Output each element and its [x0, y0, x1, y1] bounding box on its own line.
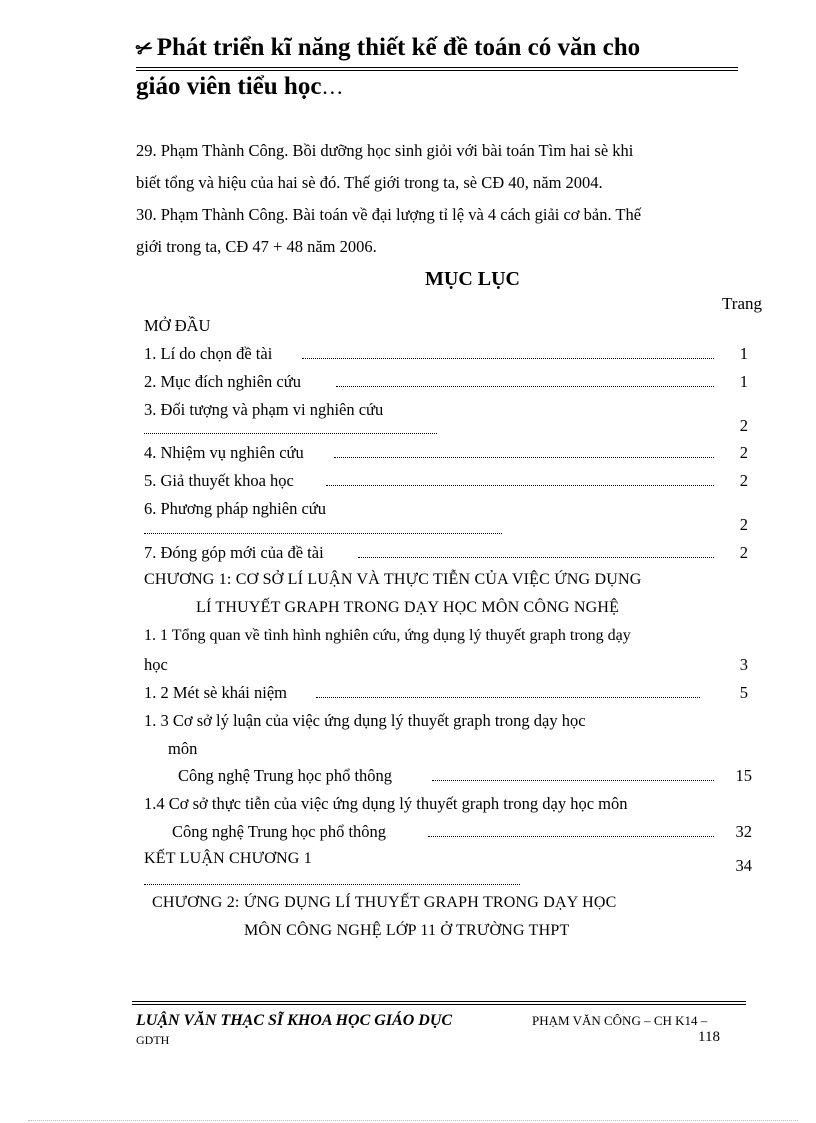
toc-leader — [428, 836, 714, 837]
footer-author: PHẠM VĂN CÔNG – CH K14 – — [532, 1013, 708, 1028]
toc-chapter-heading: MÔN CÔNG NGHỆ LỚP 11 Ở TRƯỜNG THPT — [244, 922, 570, 939]
toc-leader — [144, 433, 437, 434]
toc-page-number: 1 — [739, 344, 748, 363]
toc-page-column-label: Trang — [722, 294, 762, 313]
toc-leader — [302, 358, 714, 359]
toc-page-number: 3 — [739, 655, 748, 674]
page-edge-divider — [28, 1120, 798, 1121]
toc-leader — [336, 386, 714, 387]
toc-section: 1. 1 Tổng quan về tình hình nghiên cứu, ứng dụng lý thuyết graph trong dạy — [144, 627, 631, 644]
footer-rule-bottom — [132, 1004, 746, 1005]
toc-section: 1. 3 Cơ sở lý luận của việc ứng dụng lý thuyết graph trong dạy học — [144, 711, 586, 730]
scissors-icon: ✂ — [132, 35, 157, 63]
footer-page-number: 118 — [698, 1029, 720, 1045]
toc-item: 3. Đối tượng và phạm vi nghiên cứu — [144, 400, 384, 419]
toc-section: Công nghệ Trung học phổ thông — [178, 766, 393, 785]
toc-chapter-heading: CHƯƠNG 1: CƠ SỞ LÍ LUẬN VÀ THỰC TIỄN CỦA VIỆC ỨNG DỤNG — [144, 571, 642, 588]
header-title-line1: ✂Phát triển kĩ năng thiết kế đề toán có văn cho — [132, 34, 641, 63]
toc-page-number: 1 — [739, 372, 748, 391]
toc-mo-dau: MỞ ĐẦU — [144, 316, 211, 335]
toc-item: 2. Mục đích nghiên cứu — [144, 372, 301, 391]
toc-leader — [358, 557, 714, 558]
toc-item: 4. Nhiệm vụ nghiên cứu — [144, 443, 304, 462]
toc-page-number: 15 — [735, 766, 752, 785]
toc-page-number: 2 — [739, 543, 748, 562]
toc-item: 1. Lí do chọn đề tài — [144, 344, 273, 363]
reference-line: 29. Phạm Thành Công. Bồi dưỡng học sinh giỏi với bài toán Tìm hai sè khi — [136, 141, 634, 160]
toc-leader — [144, 533, 502, 534]
toc-page-number: 34 — [735, 856, 752, 875]
toc-leader — [334, 457, 714, 458]
reference-line: giới trong ta, CĐ 47 + 48 năm 2006. — [136, 237, 377, 256]
toc-section: học — [144, 655, 168, 674]
toc-page-number: 2 — [739, 515, 748, 534]
header-rule-top — [136, 67, 738, 68]
toc-section: môn — [168, 739, 198, 758]
toc-page-number: 2 — [739, 471, 748, 490]
toc-leader — [144, 884, 520, 885]
toc-item: 5. Giả thuyết khoa học — [144, 471, 294, 490]
toc-leader — [432, 780, 714, 781]
footer-rule-top — [132, 1001, 746, 1002]
reference-line: 30. Phạm Thành Công. Bài toán về đại lượng tỉ lệ và 4 cách giải cơ bản. Thế — [136, 205, 642, 224]
footer-department: GDTH — [136, 1033, 170, 1047]
toc-item: 6. Phương pháp nghiên cứu — [144, 499, 326, 518]
header-title-line2: giáo viên tiểu học… — [136, 73, 344, 100]
toc-conclusion: KẾT LUẬN CHƯƠNG 1 — [144, 850, 312, 867]
toc-page-number: 2 — [739, 443, 748, 462]
footer-thesis-title: LUẬN VĂN THẠC SĨ KHOA HỌC GIÁO DỤC — [136, 1012, 453, 1029]
toc-section: Công nghệ Trung học phổ thông — [172, 822, 387, 841]
toc-item: 7. Đóng góp mới của đề tài — [144, 543, 324, 562]
toc-page-number: 2 — [739, 416, 748, 435]
toc-chapter-heading: LÍ THUYẾT GRAPH TRONG DẠY HỌC MÔN CÔNG NGHỆ — [196, 599, 620, 616]
reference-line: biết tổng và hiệu của hai sè đó. Thế giới trong ta, sè CĐ 40, năm 2004. — [136, 173, 603, 192]
toc-page-number: 32 — [735, 822, 752, 841]
toc-page-number: 5 — [739, 683, 748, 702]
header-rule-bottom — [136, 70, 738, 71]
toc-chapter-heading: CHƯƠNG 2: ỨNG DỤNG LÍ THUYẾT GRAPH TRONG DẠY HỌC — [152, 894, 617, 911]
toc-leader — [316, 697, 700, 698]
toc-section: 1. 2 Mét sè khái niệm — [144, 683, 287, 702]
toc-leader — [326, 485, 714, 486]
toc-title: MỤC LỤC — [425, 268, 520, 290]
toc-section: 1.4 Cơ sở thực tiễn của việc ứng dụng lý thuyết graph trong dạy học môn — [144, 794, 628, 813]
